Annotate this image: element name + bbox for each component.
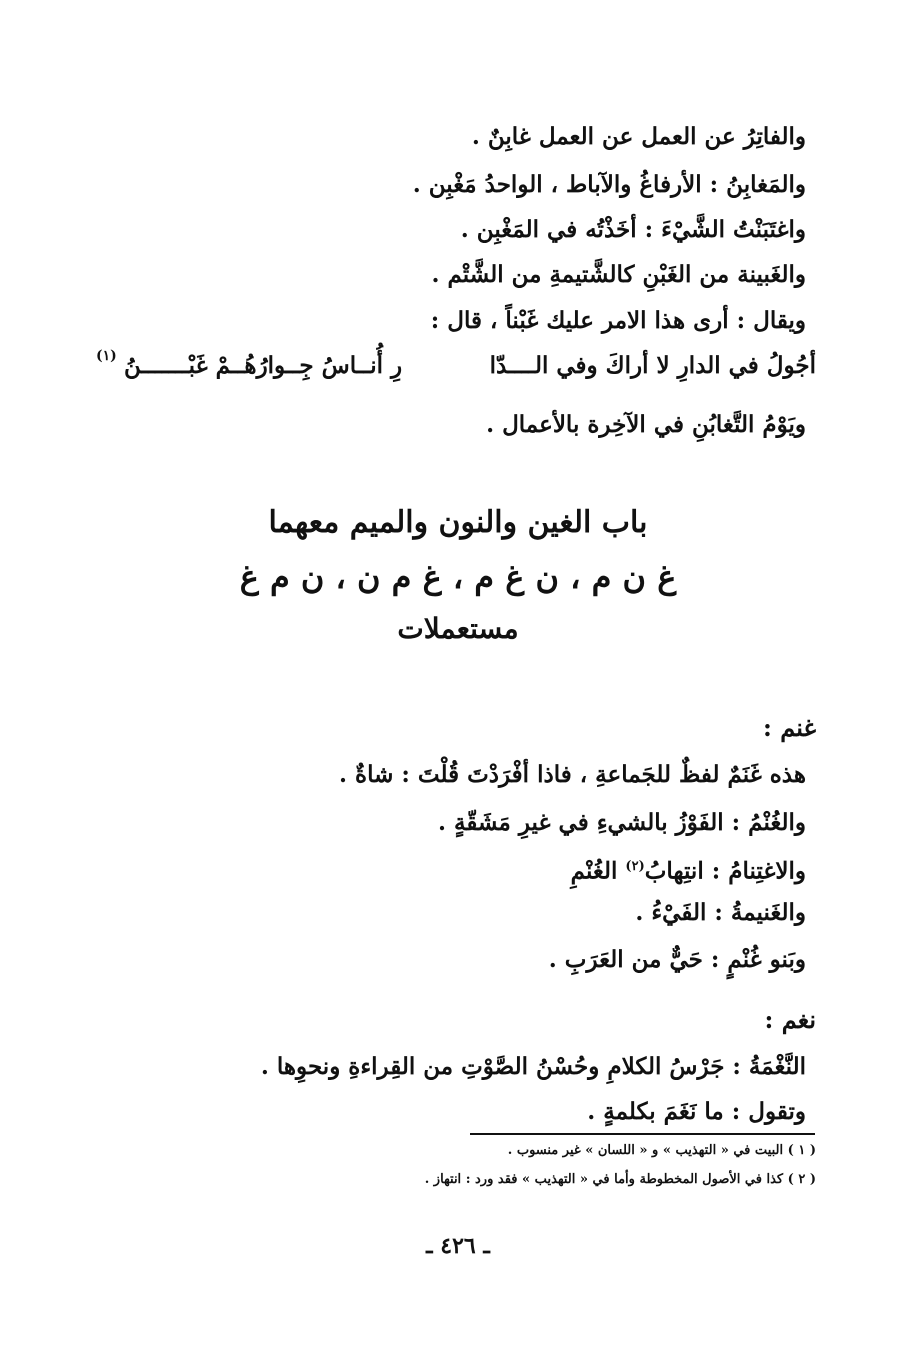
entry-heading: غنم : xyxy=(763,713,816,742)
poetry-verse xyxy=(96,348,816,388)
text-line: والمَغابِنُ : الأرفاغُ والآباط ، الواحدُ مَغْبِن . xyxy=(412,171,806,198)
text-line: والغَبينة من الغَبْنِ كالشَّتيمةِ من الشَّتْم . xyxy=(431,261,806,288)
verse-first-hemistich: أجُولُ في الدارِ لا أراكَ وفي الــــدّا xyxy=(489,352,816,379)
footnote-divider xyxy=(470,1133,815,1135)
entry-line-text: الغُنْمِ xyxy=(570,857,626,885)
text-line: واغتَبَنْتُ الشَّيْءَ : أخَذْتُه في المَغْبِن . xyxy=(460,216,806,243)
entry-line-text: والاغتِنامُ : انتِهابُ xyxy=(644,857,806,885)
entry-line: هذه غَنَمٌ لفظٌ للجَماعةِ ، فاذا أفْرَدْتَ قُلْتَ : شاةٌ . xyxy=(339,761,806,788)
entry-line xyxy=(571,852,806,887)
verse-second-hemistich: رِ أُنــاسُ جِــوارُهُــمْ غَبْـــــــنُ xyxy=(124,352,403,379)
text-line: والفاتِرُ عن العمل عن العمل غابِنٌ . xyxy=(471,123,806,150)
footnote-marker: (١) xyxy=(96,348,117,364)
entry-line: والغَنيمةُ : الفَيْءُ . xyxy=(635,899,806,926)
chapter-title: باب الغين والنون والميم معهما xyxy=(268,505,648,540)
footnote: ( ١ ) البيت في « التهذيب » و « اللسان » غير منسوب . xyxy=(507,1143,816,1158)
footnote-marker: (٢) xyxy=(625,859,645,874)
entry-line: النَّغْمَةُ : جَرْسُ الكلامِ وحُسْنُ الصَّوْتِ من القِراءةِ ونحوِها . xyxy=(260,1053,806,1080)
entry-heading: نغم : xyxy=(764,1005,816,1034)
footnote: ( ٢ ) كذا في الأصول المخطوطة وأما في « التهذيب » فقد ورد : انتهاز . xyxy=(424,1172,816,1187)
entry-line: والغُنْمُ : الفَوْزُ بالشيءِ في غيرِ مَشَقّةٍ . xyxy=(438,809,806,836)
entry-line: وبَنو غُنْمٍ : حَيٌّ من العَرَبِ . xyxy=(548,946,806,973)
text-line: ويَوْمُ التَّغابُنِ في الآخِرة بالأعمال . xyxy=(486,411,806,438)
chapter-permutations: غ ن م ، ن غ م ، غ م ن ، ن م غ xyxy=(239,558,677,596)
chapter-status: مستعملات xyxy=(397,612,519,645)
text-line: ويقال : أرى هذا الامر عليك غَبْناً ، قال : xyxy=(430,307,806,334)
entry-line: وتقول : ما نَغَمَ بكلمةٍ . xyxy=(587,1098,806,1125)
page-number: ـ ٤٢٦ ـ xyxy=(426,1233,490,1259)
